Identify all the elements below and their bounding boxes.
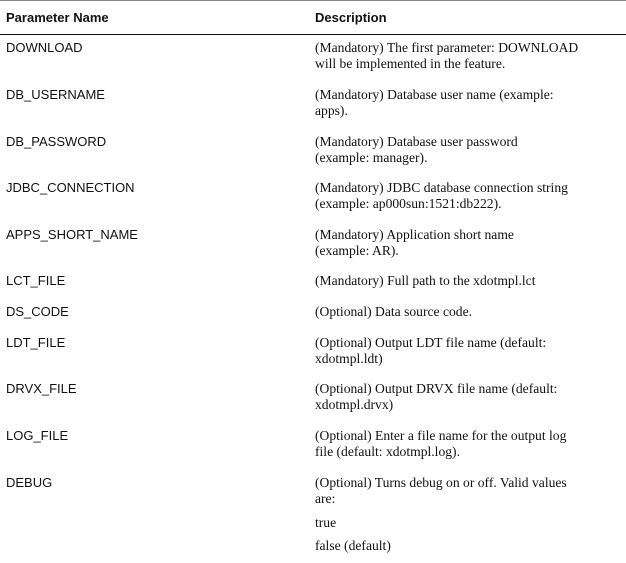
header-parameter-name: Parameter Name — [6, 10, 109, 25]
description-line: xdotmpl.drvx) — [315, 397, 394, 412]
description-line: apps). — [315, 103, 348, 118]
description-line: (Mandatory) Database user password — [315, 134, 518, 149]
parameter-name: APPS_SHORT_NAME — [6, 227, 138, 242]
description-line: (Mandatory) Full path to the xdotmpl.lct — [315, 273, 536, 288]
description-line: (Optional) Data source code. — [315, 304, 473, 319]
description-line: file (default: xdotmpl.log). — [315, 444, 460, 459]
parameter-name: LCT_FILE — [6, 273, 66, 288]
description-line: (example: ap000sun:1521:db222). — [315, 196, 502, 211]
parameter-name: JDBC_CONNECTION — [6, 180, 135, 195]
parameter-description — [315, 475, 620, 507]
parameter-description — [315, 381, 620, 413]
description-line: (example: AR). — [315, 243, 399, 258]
description-line: (Optional) Output DRVX file name (default: — [315, 381, 558, 396]
parameter-description — [315, 227, 620, 259]
description-line: xdotmpl.ldt) — [315, 351, 383, 366]
parameter-name: DB_PASSWORD — [6, 134, 107, 149]
description-line: will be implemented in the feature. — [315, 56, 506, 71]
parameter-description — [315, 40, 620, 72]
header-description: Description — [315, 10, 387, 25]
description-line: (Mandatory) Database user name (example: — [315, 87, 554, 102]
table-header-row — [0, 1, 626, 34]
parameter-name: DEBUG — [6, 475, 53, 490]
description-line: are: — [315, 491, 336, 506]
description-line: (example: manager). — [315, 150, 428, 165]
description-line: (Mandatory) The first parameter: DOWNLOAD — [315, 40, 579, 55]
parameter-name: DRVX_FILE — [6, 381, 77, 396]
parameter-description — [315, 335, 620, 367]
parameter-description — [315, 428, 620, 460]
parameter-name: DB_USERNAME — [6, 87, 105, 102]
description-line: (Optional) Enter a file name for the output log — [315, 428, 567, 443]
debug-value-false: false (default) — [315, 538, 391, 553]
description-line: (Optional) Output LDT file name (default: — [315, 335, 547, 350]
parameter-name: LDT_FILE — [6, 335, 66, 350]
description-line: (Optional) Turns debug on or off. Valid values — [315, 475, 567, 490]
parameter-description — [315, 87, 620, 119]
debug-value-true: true — [315, 515, 337, 530]
description-line: (Mandatory) JDBC database connection string — [315, 180, 568, 195]
header-rule — [0, 34, 626, 35]
parameter-name: DS_CODE — [6, 304, 69, 319]
description-line: (Mandatory) Application short name — [315, 227, 514, 242]
parameter-description — [315, 304, 620, 320]
parameter-description — [315, 180, 620, 212]
parameter-name: DOWNLOAD — [6, 40, 83, 55]
parameter-name: LOG_FILE — [6, 428, 69, 443]
parameter-description — [315, 134, 620, 166]
parameter-description — [315, 273, 620, 289]
